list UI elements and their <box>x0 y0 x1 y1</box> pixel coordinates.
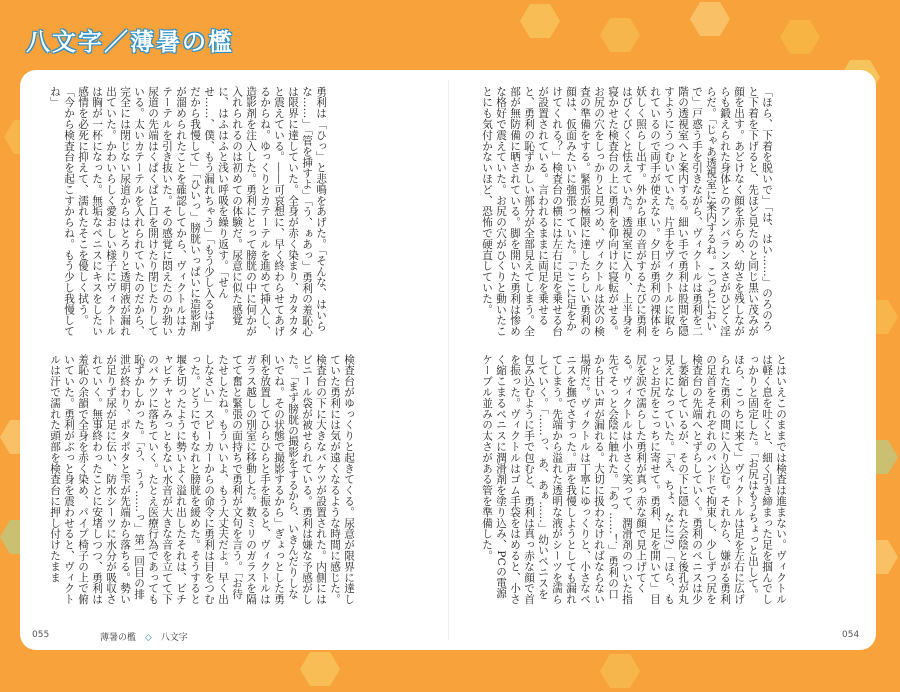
page-number-left: 055 <box>32 630 50 640</box>
left-page-lower-text: 検査台がゆっくりと起きてくる。尿意が限界に達していた勇利には気が遠くなるような時間に感じた。検査台の下に大きなバケツが設置された。内側にはビニール袋が被せられている。勇利は嫌な予感がした。「まず膀胱の撮影をするから、いきんだりしないでね。その状態で撮影するから」ぎょっとした勇利を放置してひらひらと手を振ると、ヴィクトルはガラス越しの別室に移動した。数ミリのガラスを隔てて奮と緊張の面持ちで勇利が文句を言う。「お待たせしたね。もういいよ、もう大丈夫だよ。早く出しなさい」スピーカーからの命令に勇利は目をつむった。どうにでもなれと膀胱を緩めた。そうすると堰を切ったように勢いよく溢れ出したそれは、ビチャビチャとみっともない水音が大きな音を立てて下のバケツに落ちていく。たとえ医療行為であっても恥ずかしかった。「う、うぅ……っ」第一回目の排泄が終わり、ポタポタと雫が先端から落ちる。勢いが足りず尿が足に伝い、防水シーツに水分が吸収されていく。無事終わったことに安堵しつつ、勇利は羞恥の余韻で全身を赤く染め、パイプ椅子の上で俯いていた。勇利がぶっと身を震わせると、ヴィクトルは汗で濡れた頭部を検査台に押し付けたまま <box>49 354 355 605</box>
left-page-upper-column <box>48 86 428 340</box>
diamond-icon: ◇ <box>144 633 152 643</box>
page-title: 八文字／薄暑の檻 <box>26 28 234 56</box>
page-gutter <box>448 80 449 640</box>
background-hexagon <box>520 4 560 38</box>
background-hexagon <box>600 654 640 688</box>
right-page-upper-column <box>480 86 860 340</box>
page-number-right: 054 <box>842 630 860 640</box>
running-author: 八文字 <box>160 633 188 643</box>
right-page-lower-text: とはいえこのままでは検査は進まない。ヴィクトルは軽く息を吐くと、細く引き締まった足を掴んでしっかりと固定した。「お尻はもうちょっと出して。ほら、こっちに来て」ヴィクトルは足を左右に広げられた勇利の間に入り込む。それから、嫌がる勇利の足首をそれぞれのバンドで拘束し、少しずつ尻を検査台の先端へとずらしていく。勇利のペニスは少し萎縮しているが、その下に隠れた会陰と後孔が丸見えになっていた。「え、ちょ、なに!?」「ほら、もっとお尻をこっちに寄せて。勇利、足を開いて」目尻を涙で濡らした勇利が真っ赤な顔で見上げてくる。ヴィクトルは小さく笑って、潤滑剤のついた指先でそっと会陰に触れた。「あっ……！」勇利の口から甘い声が漏れる。大切に扱わなければならない場所だ。ヴィクトルは丁寧にゆっくりと、小さなペニスを撫でさすった。声を我慢しようとしても漏れてしまう。先端から溢れた透明な液がシーツを濡らしていく。「……っ、あ、あぁ……」幼いペニスを包み込むように手で包むと、勇利は真っ赤な顔で首を振った。ヴィクトルはゴム手袋をはめると、小さく縮こまるペニスに潤滑剤を塗り込み、PCの電源ケーブル並みの太さがある管を準備した。 <box>481 354 787 605</box>
running-title: 薄暑の檻 <box>100 633 137 643</box>
right-page <box>480 86 860 608</box>
running-header <box>100 630 188 643</box>
background-hexagon <box>690 2 730 36</box>
left-page-lower-column <box>48 354 428 608</box>
background-hexagon <box>600 18 640 52</box>
left-page <box>48 86 428 608</box>
background-hexagon <box>300 652 340 686</box>
left-page-upper-text: 勇利は「ひっ」と悲鳴をあげた。「そんな、はいらな……」「管を挿すよ」「う、ぁあっ」勇利の羞恥心は限界に達していた。全身が赤く染まり、カタカタと震えている。――可哀想に、早く終わらせてあげるからね。ゆっくりとカテーテルを進めて挿入し、造影剤を注入した。勇利にとって膀胱の中に何かが入れられるのは初めての体験だ。尿意に似た感覚に、はふはふと浅い呼吸を繰り返す。「せんせ……、僕、もう漏れちゃう」「もう少し入るはずだから我慢して」「ひいっ」膀胱いっぱいに造影剤が溜められたことを確認してから、ヴィクトルはカテーテルを引き抜いた。その感覚に悶えたのか勃い尿道の先端はくぱくぱと口を開けたり閉じたりしている。太いカテーテルを入れられていたのだから、完全には閉じない尿道からはとろりと透明液が漏れ出ていた。かわいらしく愛おしい様子にヴィクトルは胸が一杯になった。無垢なペニスにキスをしたい感情を必死に抑えて、濡れたそこを優しく拭う。「今から検査台を起こすからね。もう少し我慢してね」 <box>49 86 327 337</box>
right-page-lower-column <box>480 354 860 608</box>
background-hexagon <box>780 20 820 54</box>
right-page-upper-text: 「ほら、下着を脱いで」「は、はい……」のろのろと下着を下げると、先ほど見たのと同じ黒い茂みが顔を出す。あどけなく顔を赤らめ、幼さを残しながらも鍛えられた身体とのアンバランスさがひどく淫らだ。「じゃあ透視室に案内するね。こっちにおいで」戸惑う手を引きながら、ヴィクトルは勇利を二階の透視室へと案内する。細い手で勇利は股間を隠すようにうつむいていた。片手をヴィクトルに取られているので両手が使えない。夕日が勇利の裸体を妖しく照らし出す。外から車の音がするたびに勇利はびくびくと怯えていた。透視室に入り、上半身を寝かせた検査台の上に勇利を仰向けに寝転がせる。お尻の穴をしっかりと見つめ、ヴィクトルは次の検査の準備をする。緊張が極限に達したらしい勇利の顔は、仮面みたいに強張っていた。「ここに足をかけてくれる？」検査台の横には左右に足を乗せる台が設置されている。言われるままに両足を乗せると、勇利の恥ずかしい部分が全部見えてしまう。全部が無防備に晒されている。脚を開いた勇利は惨めな格好で震えていた。お尻の穴がひくりと動いたことにも気付かないほど、恐怖で硬直していた。 <box>481 86 773 337</box>
